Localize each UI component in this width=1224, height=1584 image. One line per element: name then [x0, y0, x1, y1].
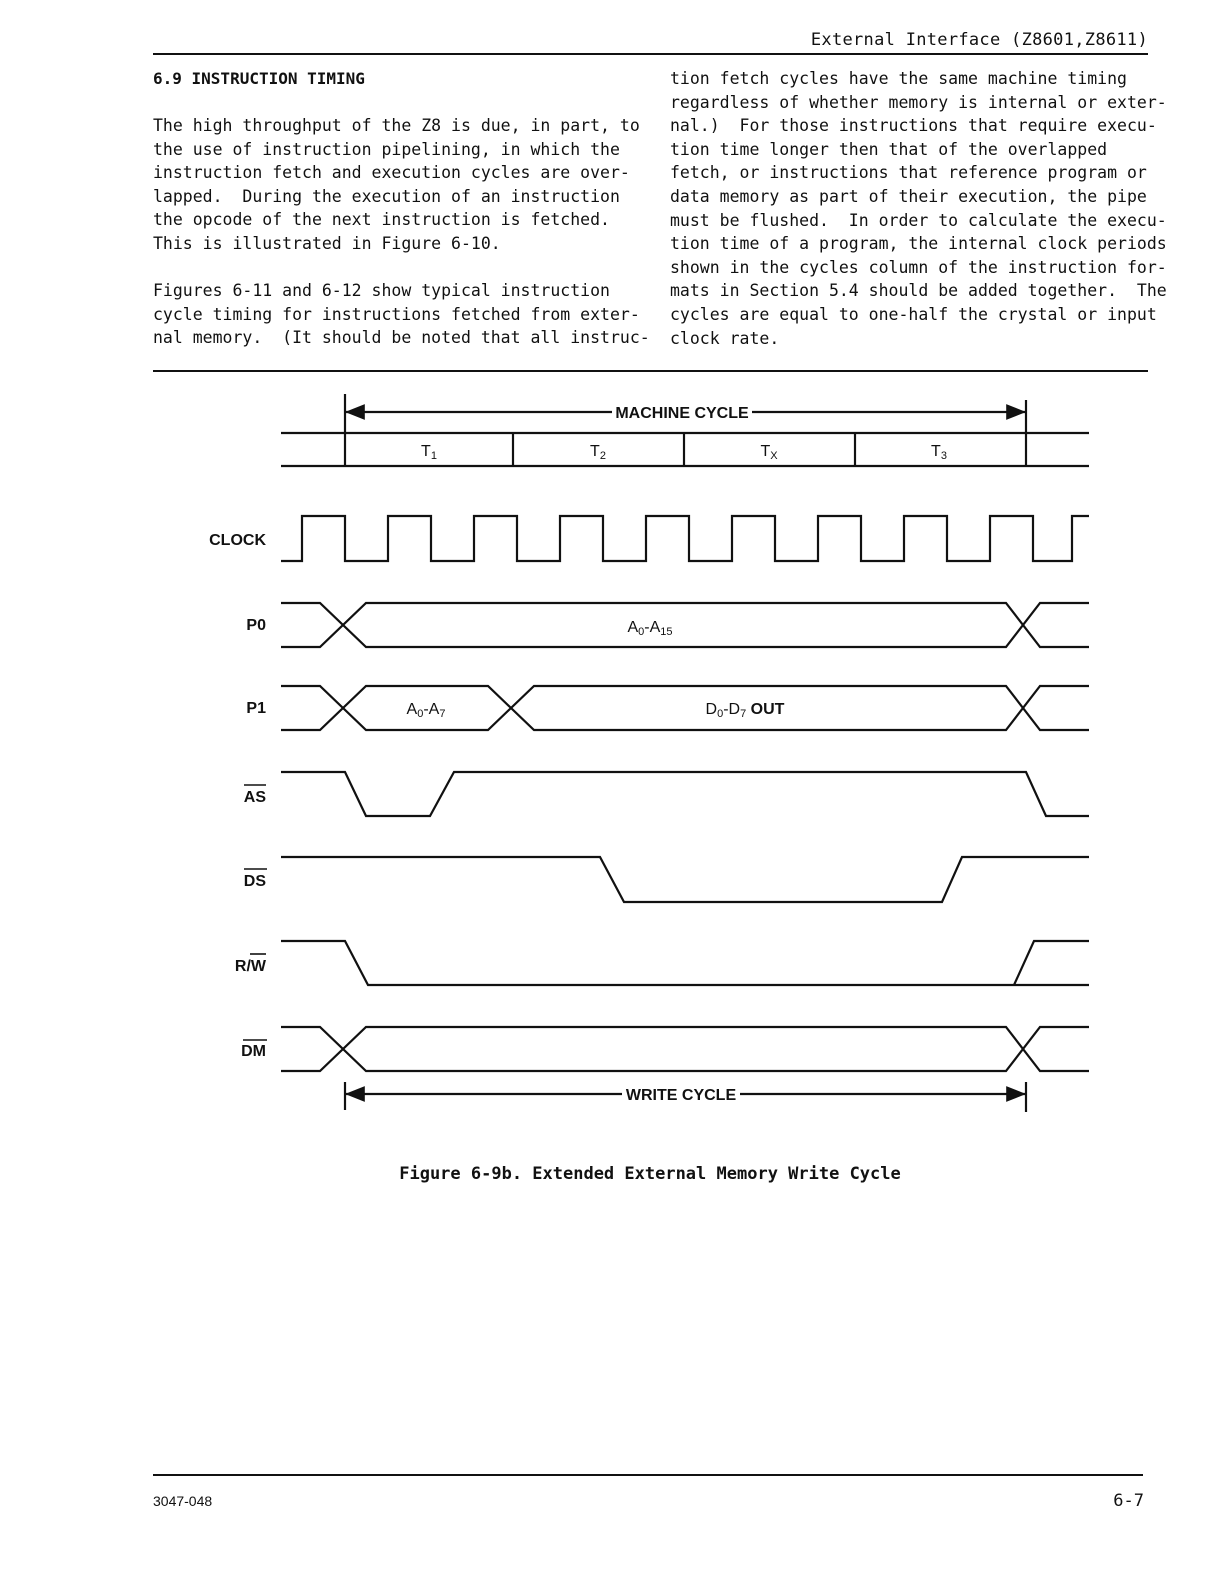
p1-address-label: A0-A7: [406, 701, 446, 720]
text-line: data memory as part of their execution, the pipe: [670, 186, 1147, 206]
timing-diagram: [0, 380, 1224, 1140]
state-label-t2: T2: [590, 443, 606, 462]
signal-label-as: AS: [243, 789, 266, 806]
p1-waveform: [281, 686, 1089, 730]
text-line: Figures 6-11 and 6-12 show typical instruction: [153, 281, 610, 301]
signal-label-rw: R/W: [234, 958, 266, 975]
text-line: tion time longer then that of the overlapped: [670, 139, 1108, 159]
text-line: instruction fetch and execution cycles are over-: [153, 163, 630, 183]
text-line: This is illustrated in Figure 6-10.: [153, 233, 501, 253]
signal-label-p1: P1: [246, 700, 266, 717]
dm-waveform: [281, 1027, 1089, 1071]
state-label-tx: TX: [760, 443, 778, 462]
text-line: the use of instruction pipelining, in which the: [153, 139, 620, 159]
left-column: [153, 114, 650, 350]
text-line: clock rate.: [670, 328, 780, 348]
footer-document-code: 3047-048: [153, 1493, 213, 1509]
p0-bus-label: A0-A15: [627, 619, 673, 638]
page-number: 6-7: [1113, 1491, 1144, 1511]
signal-label-clock: CLOCK: [209, 532, 266, 549]
state-label-t1: T1: [421, 443, 437, 462]
text-line: tion fetch cycles have the same machine timing: [670, 69, 1127, 88]
figure-caption: Figure 6-9b. Extended External Memory Write Cycle: [399, 1164, 901, 1184]
rw-waveform: [281, 941, 1089, 985]
signal-label-p0: P0: [246, 617, 266, 634]
text-line: nal.) For those instructions that require execu-: [670, 116, 1157, 136]
text-line: must be flushed. In order to calculate the execu-: [670, 210, 1167, 230]
section-rule: [153, 370, 1148, 372]
machine-cycle-label: MACHINE CYCLE: [615, 405, 749, 422]
text-line: shown in the cycles column of the instruction for-: [670, 257, 1167, 277]
text-line: regardless of whether memory is internal or exter-: [670, 92, 1167, 112]
state-label-t3: T3: [931, 443, 947, 462]
clock-waveform: [281, 516, 1089, 561]
ds-waveform: [281, 857, 1089, 902]
text-line: The high throughput of the Z8 is due, in part, to: [153, 116, 640, 135]
running-header: External Interface (Z8601,Z8611): [810, 30, 1148, 50]
text-line: cycle timing for instructions fetched from exter-: [153, 304, 640, 324]
text-line: nal memory. (It should be noted that all instruc-: [153, 328, 650, 348]
footer-rule: [153, 1474, 1143, 1476]
text-line: cycles are equal to one-half the crystal or input: [670, 304, 1157, 324]
write-cycle-label: WRITE CYCLE: [625, 1087, 737, 1104]
signal-label-dm: DM: [241, 1043, 266, 1060]
as-waveform: [281, 772, 1089, 816]
text-line: tion time of a program, the internal clock periods: [670, 234, 1167, 254]
section-heading: 6.9 INSTRUCTION TIMING: [153, 69, 365, 88]
text-line: lapped. During the execution of an instruction: [153, 186, 620, 206]
p1-data-label: D0-D7 OUT: [705, 701, 785, 720]
header-rule: [153, 53, 1148, 55]
signal-label-ds: DS: [243, 873, 266, 890]
text-line: mats in Section 5.4 should be added together. The: [670, 281, 1167, 301]
text-line: fetch, or instructions that reference program or: [670, 163, 1147, 183]
p0-waveform: [281, 603, 1089, 647]
text-line: the opcode of the next instruction is fetched.: [153, 210, 610, 230]
right-column: [670, 67, 1167, 350]
